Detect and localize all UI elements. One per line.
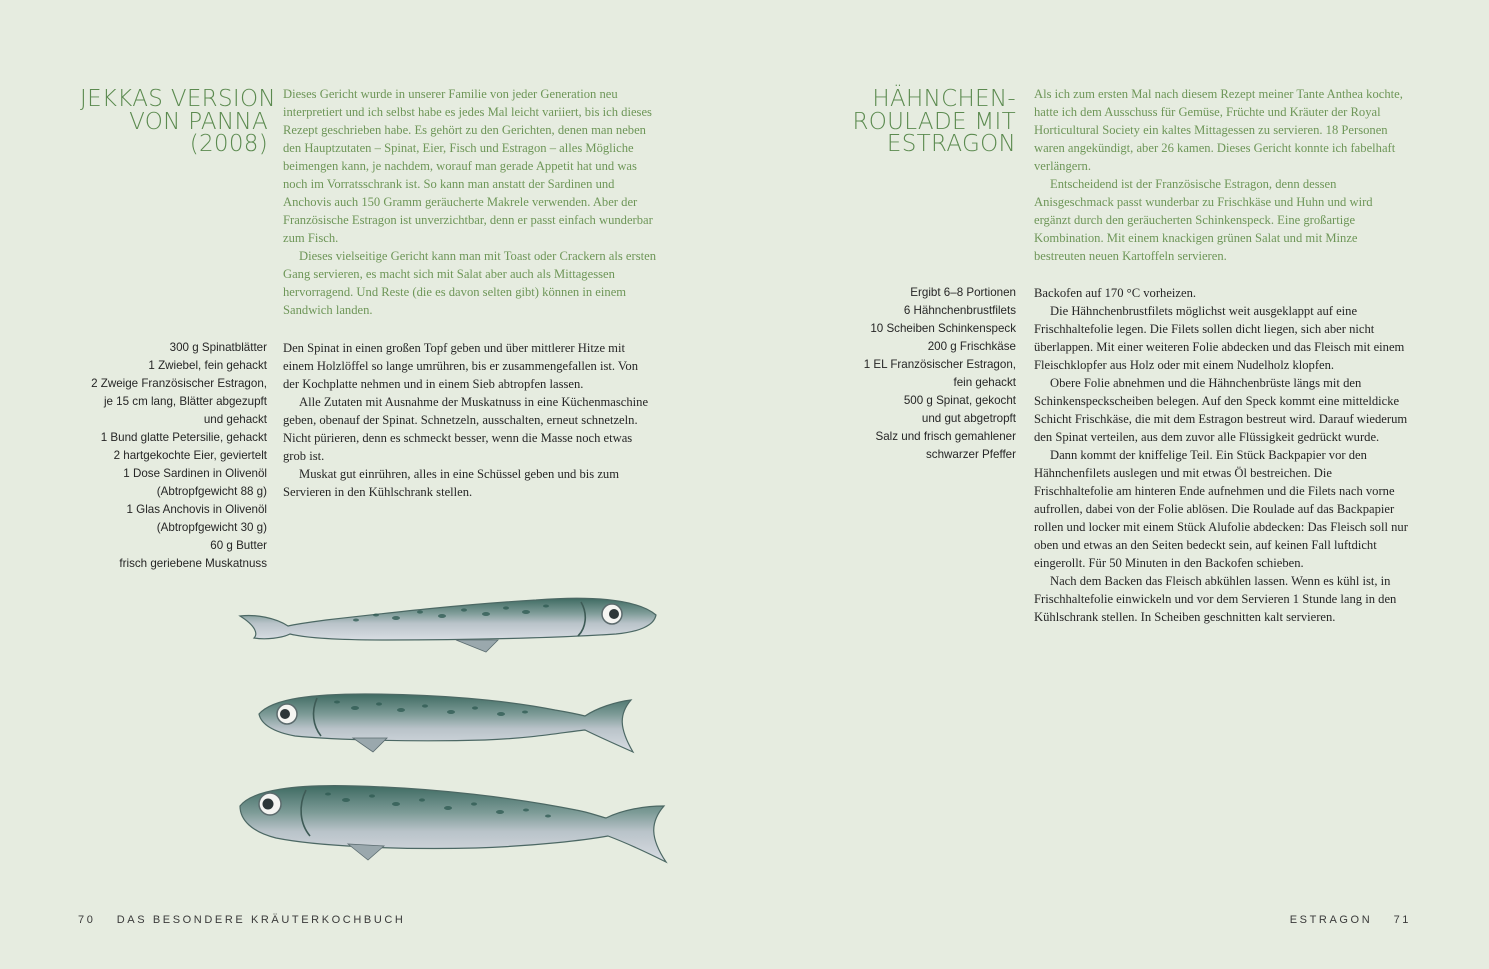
ingredient-line: fein gehackt (953, 376, 1016, 389)
ingredient-line: 6 Hähnchenbrustfilets (903, 304, 1016, 317)
ingredient-line: (Abtropfgewicht 88 g) (156, 485, 267, 498)
left-intro-paragraph: Dieses vielseitige Gericht kann man mit Toast oder Crackern als ersten Gang servieren, es macht sich mit Salat aber auch als Mittagessen hervorragend. Und Reste (die es davon selten gibt) können in einem Sandwich landen. (283, 249, 656, 317)
left-title-line: JEKKAS VERSION (80, 86, 276, 112)
ingredient-line: 2 Zweige Französischer Estragon, (91, 377, 267, 390)
page-number: 71 (1393, 914, 1411, 926)
ingredient-line: je 15 cm lang, Blätter abgezupft (103, 395, 267, 408)
ingredient-line: 1 Glas Anchovis in Olivenöl (126, 503, 267, 516)
ingredient-line: 2 hartgekochte Eier, geviertelt (113, 449, 267, 462)
sardine-illustration (255, 680, 635, 770)
left-title-line: (2008) (189, 131, 268, 157)
ingredient-line: 60 g Butter (210, 539, 267, 552)
method-paragraph: Nach dem Backen das Fleisch abkühlen lassen. Wenn es kühl ist, in Frischhaltefolie einwickeln und vor dem Servieren 1 Stunde lang in den Kühlschrank stellen. In Scheiben geschnitten kalt servieren. (1034, 574, 1397, 624)
left-footer (78, 914, 405, 926)
right-recipe-title (826, 88, 1016, 156)
left-method-text (283, 339, 655, 501)
sardine-illustration (236, 590, 660, 670)
ingredient-line: 10 Scheiben Schinkenspeck (870, 322, 1016, 335)
ingredient-line: Salz und frisch gemahlener (875, 430, 1016, 443)
sardine-illustration (236, 770, 668, 880)
ingredient-line: 1 Bund glatte Petersilie, gehackt (100, 431, 267, 444)
right-intro-text (1034, 85, 1408, 265)
left-recipe-title (80, 86, 276, 157)
right-title-line: ESTRAGON (886, 131, 1016, 157)
ingredient-line: Ergibt 6–8 Portionen (910, 286, 1016, 299)
ingredient-line: 300 g Spinatblätter (169, 341, 267, 354)
ingredient-line: 1 Dose Sardinen in Olivenöl (123, 467, 267, 480)
ingredient-line: 500 g Spinat, gekocht (903, 394, 1016, 407)
method-paragraph: Dann kommt der kniffelige Teil. Ein Stück Backpapier vor den Hähnchenfilets auslegen und mit etwas Öl bestreichen. Die Frischhaltefolie am hinteren Ende aufnehmen und die Filets nach vorne aufrollen, dabei von der Folie ablösen. Die Roulade auf das Backpapier rollen und locker mit einem Stück Alufolie abdecken: Das Fleisch soll nur oben und etwas an den Seiten bedeckt sein, auf keinen Fall luftdicht eingerollt. Für 50 Minuten in den Backofen schieben. (1034, 448, 1408, 570)
method-paragraph: Obere Folie abnehmen und die Hähnchenbrüste längs mit den Schinkenspeckscheiben belegen. Auf den Speck kommt eine mitteldicke Schicht Frischkäse, die mit dem Estragon bestreut wird. Darauf wiederum den Spinat verteilen, aus dem zuvor alle Flüssigkeit gedrückt wurde. (1034, 376, 1408, 444)
ingredient-line: 1 Zwiebel, fein gehackt (148, 359, 267, 372)
right-method-text (1034, 284, 1412, 626)
method-paragraph: Die Hähnchenbrustfilets möglichst weit ausgeklappt auf eine Frischhaltefolie legen. Die Filets sollen dicht liegen, sich aber nicht überlappen. Mit einer weiteren Folie abdecken und das Fleisch mit einem Fleischklopfer aus Holz oder mit einem Nudelholz klopfen. (1034, 304, 1405, 372)
method-paragraph: Muskat gut einrühren, alles in eine Schüssel geben und bis zum Servieren in den Kühlschrank stellen. (283, 467, 620, 499)
right-title-line: HÄHNCHEN- (872, 86, 1016, 112)
right-intro-paragraph: Als ich zum ersten Mal nach diesem Rezept meiner Tante Anthea kochte, hatte ich dem Ausschuss für Gemüse, Früchte und Kräuter der Royal Horticultural Society ein kaltes Mittagessen zu servieren. 18 Personen waren angekündigt, aber 26 kamen. Dieses Gericht konnte ich fabelhaft verlängern. (1034, 87, 1403, 173)
right-intro-paragraph: Entscheidend ist der Französische Estragon, denn dessen Anisgeschmack passt wunderbar zu Frischkäse und Huhn und wird ergänzt durch den geräucherten Schinkenspeck. Eine großartige Kombination. Mit einem knackigen grünen Salat und mit Minze bestreuten neuen Kartoffeln servieren. (1034, 177, 1373, 263)
ingredient-line: und gehackt (203, 413, 267, 426)
ingredient-line: (Abtropfgewicht 30 g) (156, 521, 267, 534)
left-intro-paragraph: Dieses Gericht wurde in unserer Familie von jeder Generation neu interpretiert und ich selbst habe es jedes Mal leicht variiert, bis ich dieses Rezept geschrieben habe. Es gehört zu den Gerichten, denen man neben den Hauptzutaten – Spinat, Eier, Fisch und Estragon – alles Mögliche beimengen kann, je nachdem, worauf man gerade Appetit hat und was noch im Vorratsschrank ist. So kann man anstatt der Sardinen und Anchovis auch 150 Gramm geräucherte Makrele verwenden. Aber der Französische Estragon ist unverzichtbar, denn er passt einfach wunderbar zum Fisch. (283, 87, 653, 245)
left-ingredient-list (60, 339, 267, 573)
ingredient-line: schwarzer Pfeffer (926, 448, 1016, 461)
right-ingredient-list (830, 284, 1016, 464)
left-title-line: VON PANNA (129, 108, 268, 135)
right-footer (1290, 914, 1411, 926)
ingredient-line: 200 g Frischkäse (927, 340, 1016, 353)
running-head: ESTRAGON (1289, 914, 1373, 926)
ingredient-line: frisch geriebene Muskatnuss (119, 557, 267, 570)
page-number: 70 (78, 914, 96, 926)
ingredient-line: und gut abgetropft (921, 412, 1016, 425)
method-paragraph: Alle Zutaten mit Ausnahme der Muskatnuss in eine Küchenmaschine geben, obenauf der Spinat. Schnetzeln, ausschalten, erneut schnetzeln. Nicht pürieren, denn es schmeckt besser, wenn die Masse noch etwas grob ist. (283, 395, 649, 463)
method-paragraph: Den Spinat in einen großen Topf geben und über mittlerer Hitze mit einem Holzlöffel so lange umrühren, bis er zusammengefallen ist. Von der Kochplatte nehmen und in einem Sieb abtropfen lassen. (283, 341, 638, 391)
right-title-line: ROULADE MIT (852, 108, 1016, 135)
left-intro-text (283, 85, 663, 319)
method-paragraph: Backofen auf 170 °C vorheizen. (1034, 286, 1197, 300)
running-head: DAS BESONDERE KRÄUTERKOCHBUCH (116, 914, 406, 926)
ingredient-line: 1 EL Französischer Estragon, (863, 358, 1016, 371)
